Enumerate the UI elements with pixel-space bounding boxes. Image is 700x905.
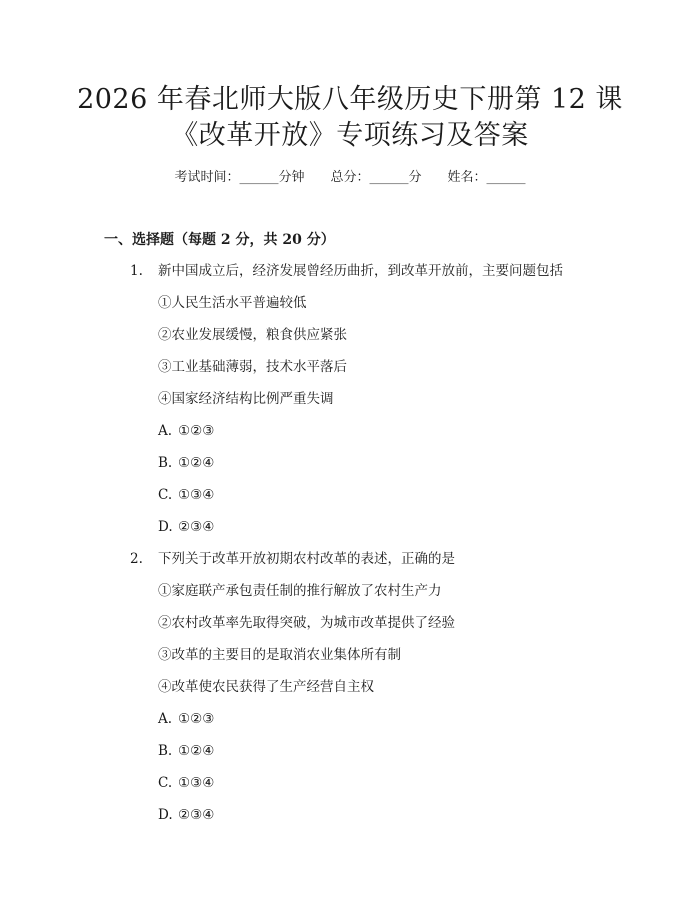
option-text: ①②④ (178, 455, 215, 471)
question-statement: ②农村改革率先取得突破，为城市改革提供了经验 (158, 615, 455, 631)
option-letter: D. (158, 807, 173, 823)
option-letter: C. (158, 487, 173, 503)
question-number: 1. (130, 263, 143, 279)
question-stem: 下列关于改革开放初期农村改革的表述，正确的是 (158, 551, 455, 567)
option-letter: B. (158, 455, 173, 471)
question-statement: ③工业基础薄弱，技术水平落后 (158, 359, 347, 375)
document-title-line-2: 《改革开放》专项练习及答案 (171, 120, 529, 151)
answer-option[interactable] (158, 485, 214, 505)
exam-time-field: 考试时间：______分钟 (174, 170, 305, 185)
option-letter: A. (158, 711, 173, 727)
option-letter: A. (158, 423, 173, 439)
answer-option[interactable] (158, 421, 214, 441)
answer-option[interactable] (158, 773, 214, 793)
student-name-field: 姓名：______ (447, 170, 526, 185)
section-heading-choice: 一、选择题（每题 2 分，共 20 分） (104, 232, 335, 248)
question-statement: ①人民生活水平普遍较低 (158, 295, 307, 311)
answer-option[interactable] (158, 709, 214, 729)
question-number: 2. (130, 551, 143, 567)
option-text: ①②④ (178, 743, 215, 759)
document-title-line-1: 2026 年春北师大版八年级历史下册第 12 课 (77, 84, 623, 115)
option-text: ②③④ (178, 807, 215, 823)
question-stem: 新中国成立后，经济发展曾经历曲折，到改革开放前，主要问题包括 (158, 263, 563, 279)
question-statement: ④国家经济结构比例严重失调 (158, 391, 334, 407)
option-text: ①③④ (178, 775, 215, 791)
total-score-field: 总分：______分 (330, 170, 422, 185)
option-text: ①②③ (178, 423, 215, 439)
answer-option[interactable] (158, 517, 214, 537)
option-text: ①②③ (178, 711, 215, 727)
option-letter: C. (158, 775, 173, 791)
question-statement: ②农业发展缓慢，粮食供应紧张 (158, 327, 347, 343)
question-statement: ①家庭联产承包责任制的推行解放了农村生产力 (158, 583, 442, 599)
option-letter: D. (158, 519, 173, 535)
option-text: ①③④ (178, 487, 215, 503)
exam-info-line (0, 169, 700, 187)
option-text: ②③④ (178, 519, 215, 535)
option-letter: B. (158, 743, 173, 759)
answer-option[interactable] (158, 805, 214, 825)
answer-option[interactable] (158, 453, 214, 473)
question-statement: ④改革使农民获得了生产经营自主权 (158, 679, 374, 695)
answer-option[interactable] (158, 741, 214, 761)
question-statement: ③改革的主要目的是取消农业集体所有制 (158, 647, 401, 663)
